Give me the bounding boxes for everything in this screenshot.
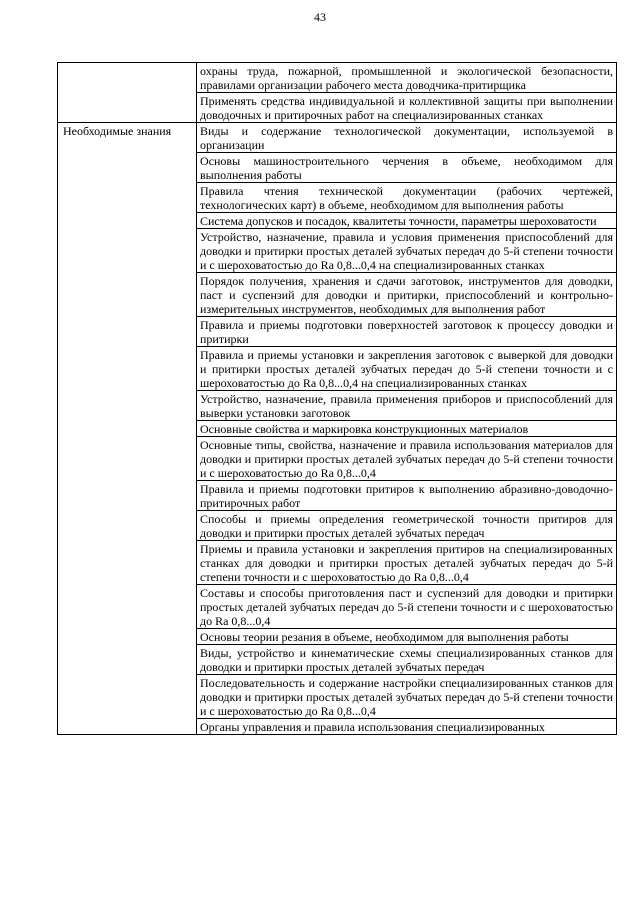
row-text: охраны труда, пожарной, промышленной и экологической безопасности, правилами организации рабочего места доводчика-притирщика [200, 64, 613, 92]
row-text: Виды, устройство и кинематические схемы специализированных станков для доводки и притирки простых деталей зубчатых передач [200, 646, 613, 674]
row-text: Основы машиностроительного черчения в объеме, необходимом для выполнения работы [200, 154, 613, 182]
page-bottom-margin [0, 858, 640, 905]
row-text: Последовательность и содержание настройки специализированных станков для доводки и притирки простых деталей зубчатых передач до 5-й степени точности и с шероховатостью до Ra 0,8...0,4 [200, 676, 613, 718]
knowledge-section [58, 123, 617, 735]
row-text: Основы теории резания в объеме, необходимом для выполнения работы [200, 630, 569, 644]
table-cell [197, 481, 617, 511]
table-cell [197, 213, 617, 229]
row-text: Применять средства индивидуальной и коллективной защиты при выполнении доводочных и притирочных работ на специализированных станках [200, 94, 613, 122]
row-text: Способы и приемы определения геометрической точности притиров для доводки и притирки простых деталей зубчатых передач [200, 512, 613, 540]
section-label-cell [58, 63, 197, 123]
row-text: Составы и способы приготовления паст и суспензий для доводки и притирки простых деталей зубчатых передач до 5-й степени точности и с шероховатостью до Ra 0,8...0,4 [200, 586, 613, 628]
row-text: Основные типы, свойства, назначение и правила использования материалов для доводки и притирки простых деталей зубчатых передач до 5-й степени точности и с шероховатостью до Ra 0,8...0,4 [200, 438, 613, 480]
table-cell [197, 317, 617, 347]
row-text: Устройство, назначение, правила и условия применения приспособлений для доводки и притирки простых деталей зубчатых передач до 5-й степени точности и с шероховатостью до Ra 0,8...0,4 на специализированных станках [200, 230, 613, 272]
table-cell [197, 391, 617, 421]
first-section [58, 63, 617, 123]
row-text: Приемы и правила установки и закрепления притиров на специализированных станках для доводки и притирки простых деталей зубчатых передач до 5-й степени точности и с шероховатостью до Ra 0,8...0,4 [200, 542, 613, 584]
table-cell [197, 719, 617, 735]
table-cell [197, 511, 617, 541]
table-row [58, 123, 617, 153]
table-cell [197, 273, 617, 317]
row-text: Система допусков и посадок, квалитеты точности, параметры шероховатости [200, 214, 597, 228]
table-cell [197, 183, 617, 213]
row-text: Основные свойства и маркировка конструкционных материалов [200, 422, 529, 436]
row-text: Правила и приемы установки и закрепления заготовок с выверкой для доводки и притирки простых деталей зубчатых передач до 5-й степени точности и с шероховатостью до Ra 0,8...0,4 на специализированных станках [200, 348, 613, 390]
table-cell [197, 347, 617, 391]
table-row [58, 63, 617, 93]
table-cell [197, 93, 617, 123]
row-text: Правила и приемы подготовки притиров к выполнению абразивно-доводочно-притирочных работ [200, 482, 613, 510]
table-cell [197, 645, 617, 675]
row-text: Правила чтения технической документации (рабочих чертежей, технологических карт) в объеме, необходимом для выполнения работы [200, 184, 613, 212]
section-label-cell [58, 123, 197, 735]
table-cell [197, 541, 617, 585]
table-cell [197, 123, 617, 153]
page-number: 43 [314, 10, 326, 24]
table-cell [197, 629, 617, 645]
row-text: Виды и содержание технологической документации, используемой в организации [200, 124, 613, 152]
row-text: Устройство, назначение, правила применения приборов и приспособлений для выверки установки заготовок [200, 392, 613, 420]
table-cell [197, 675, 617, 719]
table-cell [197, 153, 617, 183]
table-cell [197, 421, 617, 437]
table-cell [197, 585, 617, 629]
row-text: Порядок получения, хранения и сдачи заготовок, инструментов для доводки, паст и суспензий для доводки и притирки, приспособлений и контрольно-измерительных инструментов, необходимых для выполнения работ [200, 274, 613, 316]
section-label [61, 63, 193, 64]
row-text: Правила и приемы подготовки поверхностей заготовок к процессу доводки и притирки [200, 318, 613, 346]
row-text: Органы управления и правила использования специализированных [200, 720, 545, 734]
section-label: Необходимые знания [63, 124, 172, 138]
table-cell [197, 63, 617, 93]
table-cell [197, 437, 617, 481]
competency-table [57, 62, 617, 735]
table-cell [197, 229, 617, 273]
